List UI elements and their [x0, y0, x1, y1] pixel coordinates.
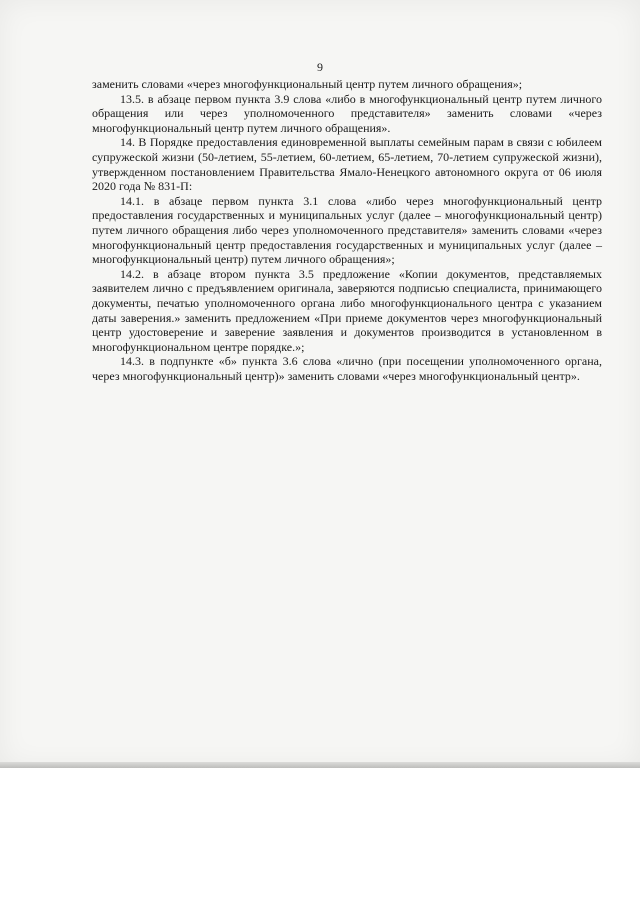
paragraph-13-5: 13.5. в абзаце первом пункта 3.9 слова «либо в многофункциональный центр путем личного обращения или через уполномоченного представителя» заменить словами «через многофункциональный центр путем личного обращения». — [92, 91, 602, 135]
page-number: 9 — [317, 60, 323, 74]
document-body — [92, 77, 602, 383]
paragraph-continuation: заменить словами «через многофункциональный центр путем личного обращения»; — [92, 77, 523, 91]
paragraph-14-2: 14.2. в абзаце втором пункта 3.5 предложение «Копии документов, представляемых заявителем лично с предъявлением оригинала, заверяются подписью специалиста, принимающего документы, печатью уполномоченного органа либо многофункционального центра с указанием даты заверения.» заменить предложением «При приеме документов через многофункциональный центр удостоверение и заверение заявления и документов производится в установленном в многофункциональном центре порядке.»; — [92, 266, 602, 354]
paragraph-14: 14. В Порядке предоставления единовременной выплаты семейным парам в связи с юбилеем супружеской жизни (50-летием, 55-летием, 60-летием, 65-летием, 70-летием супружеской жизни), утвержденном постановлением Правительства Ямало-Ненецкого автономного округа от 06 июля 2020 года № 831-П: — [92, 135, 602, 194]
paragraph-14-1: 14.1. в абзаце первом пункта 3.1 слова «либо через многофункциональный центр предоставления государственных и муниципальных услуг (далее – многофункциональный центр) путем личного обращения либо через уполномоченного представителя» заменить словами «через многофункциональный центр предоставления государственных и муниципальных услуг (далее – многофункциональный центр) путем личного обращения»; — [92, 193, 602, 267]
paragraph-14-3: 14.3. в подпункте «б» пункта 3.6 слова «лично (при посещении уполномоченного органа, через многофункциональный центр)» заменить словами «через многофункциональный центр». — [92, 354, 602, 383]
scan-bottom-edge — [0, 762, 640, 768]
